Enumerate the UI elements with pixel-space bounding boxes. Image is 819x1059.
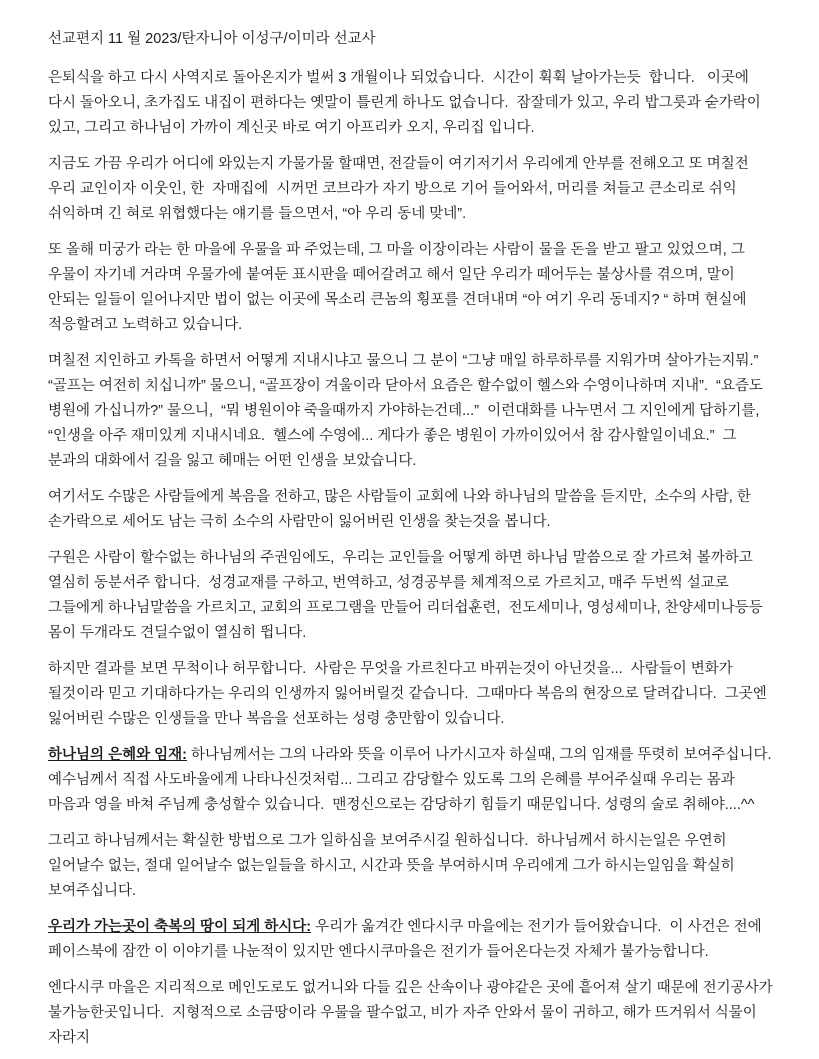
letter-title: 선교편지 11 월 2023/탄자니아 이성구/이미라 선교사 (48, 31, 376, 47)
paragraph-text: 하나님께서는 그의 나라와 뜻을 이루어 나가시고자 하실때, 그의 임재를 뚜렷히 보여주십니다. 예수님께서 직접 사도바울에게 나타나신것처럼... 그리고 감당할수 있도록 그의 은혜를 부어주실때 우리는 몸과 마음과 영을 바쳐 주님께 충성할수 있습니다. 맨정신으로는 감당하기 힘들기 때문입니다. 성령의 술로 취해야....^^ (48, 747, 780, 813)
paragraph (48, 829, 777, 904)
paragraph-text: 구원은 사람이 할수없는 하나님의 주권임에도, 우리는 교인들을 어떻게 하면 하나님 말씀으로 잘 가르쳐 볼까하고 열심히 동분서주 합니다. 성경교재를 구하고, 번역하고, 성경공부를 체계적으로 가르치고, 매주 두번씩 설교로 그들에게 하나님말씀을 가르치고, 교회의 프로그램을 만들어 리더쉽훈련, 전도세미나, 영성세미나, 찬양세미나등등 몸이 두개라도 견딜수없이 열심히 뜁니다. (48, 550, 767, 641)
paragraph (48, 546, 777, 646)
paragraph (48, 915, 777, 965)
paragraph-text: 그리고 하나님께서는 확실한 방법으로 그가 일하심을 보여주시길 원하십니다. 하나님께서 하시는일은 우연히 일어날수 없는, 절대 일어날수 없는일들을 하시고, 시간과 뜻을 부여하시며 우리에게 그가 하시는일임을 확실히 보여주십니다. (48, 833, 739, 899)
paragraph-text: 엔다시쿠 마을은 지리적으로 메인도로도 없거니와 다들 깊은 산속이나 광야같은 곳에 흩어져 살기 때문에 전기공사가 불가능한곳입니다. 지형적으로 소금땅이라 우물을 팔수없고, 비가 자주 안와서 물이 귀하고, 해가 뜨거워서 식물이 자라지 (48, 980, 777, 1046)
paragraph (48, 743, 780, 818)
paragraph (48, 152, 777, 227)
section-heading: 우리가 가는곳이 축복의 땅이 되게 하시다: (48, 919, 312, 935)
paragraph-text: 하지만 결과를 보면 무척이나 허무합니다. 사람은 무엇을 가르친다고 바뀌는것이 아닌것을... 사람들이 변화가 될것이라 믿고 기대하다가는 우리의 인생까지 잃어버릴것 같습니다. 그때마다 복음의 현장으로 달려갑니다. 그곳엔 잃어버린 수많은 인생들을 만나 복음을 선포하는 성령 충만함이 있습니다. (48, 661, 771, 727)
paragraph (48, 349, 777, 474)
paragraph-text: 또 올해 미궁가 라는 한 마을에 우물을 파 주었는데, 그 마을 이장이라는 사람이 물을 돈을 받고 팔고 있었으며, 그 우물이 자기네 거라며 우물가에 붙여둔 표시판을 떼어갈려고 해서 일단 우리가 떼어두는 불상사를 겪으며, 말이 안되는 일들이 일어나지만 법이 없는 이곳에 목소리 큰놈의 횡포를 견뎌내며 “아 여기 우리 동네지? “ 하며 현실에 적응할려고 노력하고 있습니다. (48, 242, 751, 333)
paragraph-text: 며칠전 지인하고 카톡을 하면서 어떻게 지내시냐고 물으니 그 분이 “그냥 매일 하루하루를 지워가며 살아가는지뭐.” “골프는 여전히 치십니까” 물으니, “골프장이 겨울이라 닫아서 요즘은 할수없이 헬스와 수영이나하며 지내”. “요즘도 병원에 가십니까?” 물으니, “뭐 병원이야 죽을때까지 가야하는건데...” 이런대화를 나누면서 그 지인에게 답하기를, “인생을 아주 재미있게 지내시네요. 헬스에 수영에... 게다가 좋은 병원이 가까이있어서 참 감사할일이네요.” 그 분과의 대화에서 길을 잃고 헤매는 어떤 인생을 보았습니다. (48, 353, 767, 469)
paragraph (48, 66, 777, 141)
paragraph-text: 여기서도 수많은 사람들에게 복음을 전하고, 많은 사람들이 교회에 나와 하나님의 말씀을 듣지만, 소수의 사람, 한 손가락으로 세어도 남는 극히 소수의 사람만이 잃어버린 인생을 찾는것을 봅니다. (48, 489, 755, 530)
paragraph (48, 976, 777, 1051)
section-heading: 하나님의 은혜와 임재: (48, 747, 187, 763)
paragraph (48, 238, 777, 338)
paragraph (48, 485, 777, 535)
paragraph-text: 지금도 가끔 우리가 어디에 와있는지 가물가물 할때면, 전갈들이 여기저기서 우리에게 안부를 전해오고 또 며칠전 우리 교인이자 이웃인, 한 자매집에 시꺼먼 코브라가 자기 방으로 기어 들어와서, 머리를 쳐들고 큰소리로 쉬익 쉬익하며 긴 혀로 위협했다는 얘기를 들으면서, “아 우리 동네 맞네”. (48, 156, 753, 222)
paragraph (48, 657, 777, 732)
paragraph-text: 우리가 옮겨간 엔다시쿠 마을에는 전기가 들어왔습니다. 이 사건은 전에 페이스북에 잠깐 이 이야기를 나눈적이 있지만 엔다시쿠마을은 전기가 들어온다는것 자체가 불가능합니다. (48, 919, 766, 960)
letter-content (48, 27, 780, 1059)
paragraph-text: 은퇴식을 하고 다시 사역지로 돌아온지가 벌써 3 개월이나 되었습니다. 시간이 휙휙 날아가는듯 합니다. 이곳에 다시 돌아오니, 초가집도 내집이 편하다는 옛말이 틀린게 하나도 없습니다. 잠잘데가 있고, 우리 밥그릇과 숟가락이 있고, 그리고 하나님이 가까이 계신곳 바로 여기 아프리카 오지, 우리집 입니다. (48, 70, 765, 136)
letter-body (48, 66, 780, 1051)
